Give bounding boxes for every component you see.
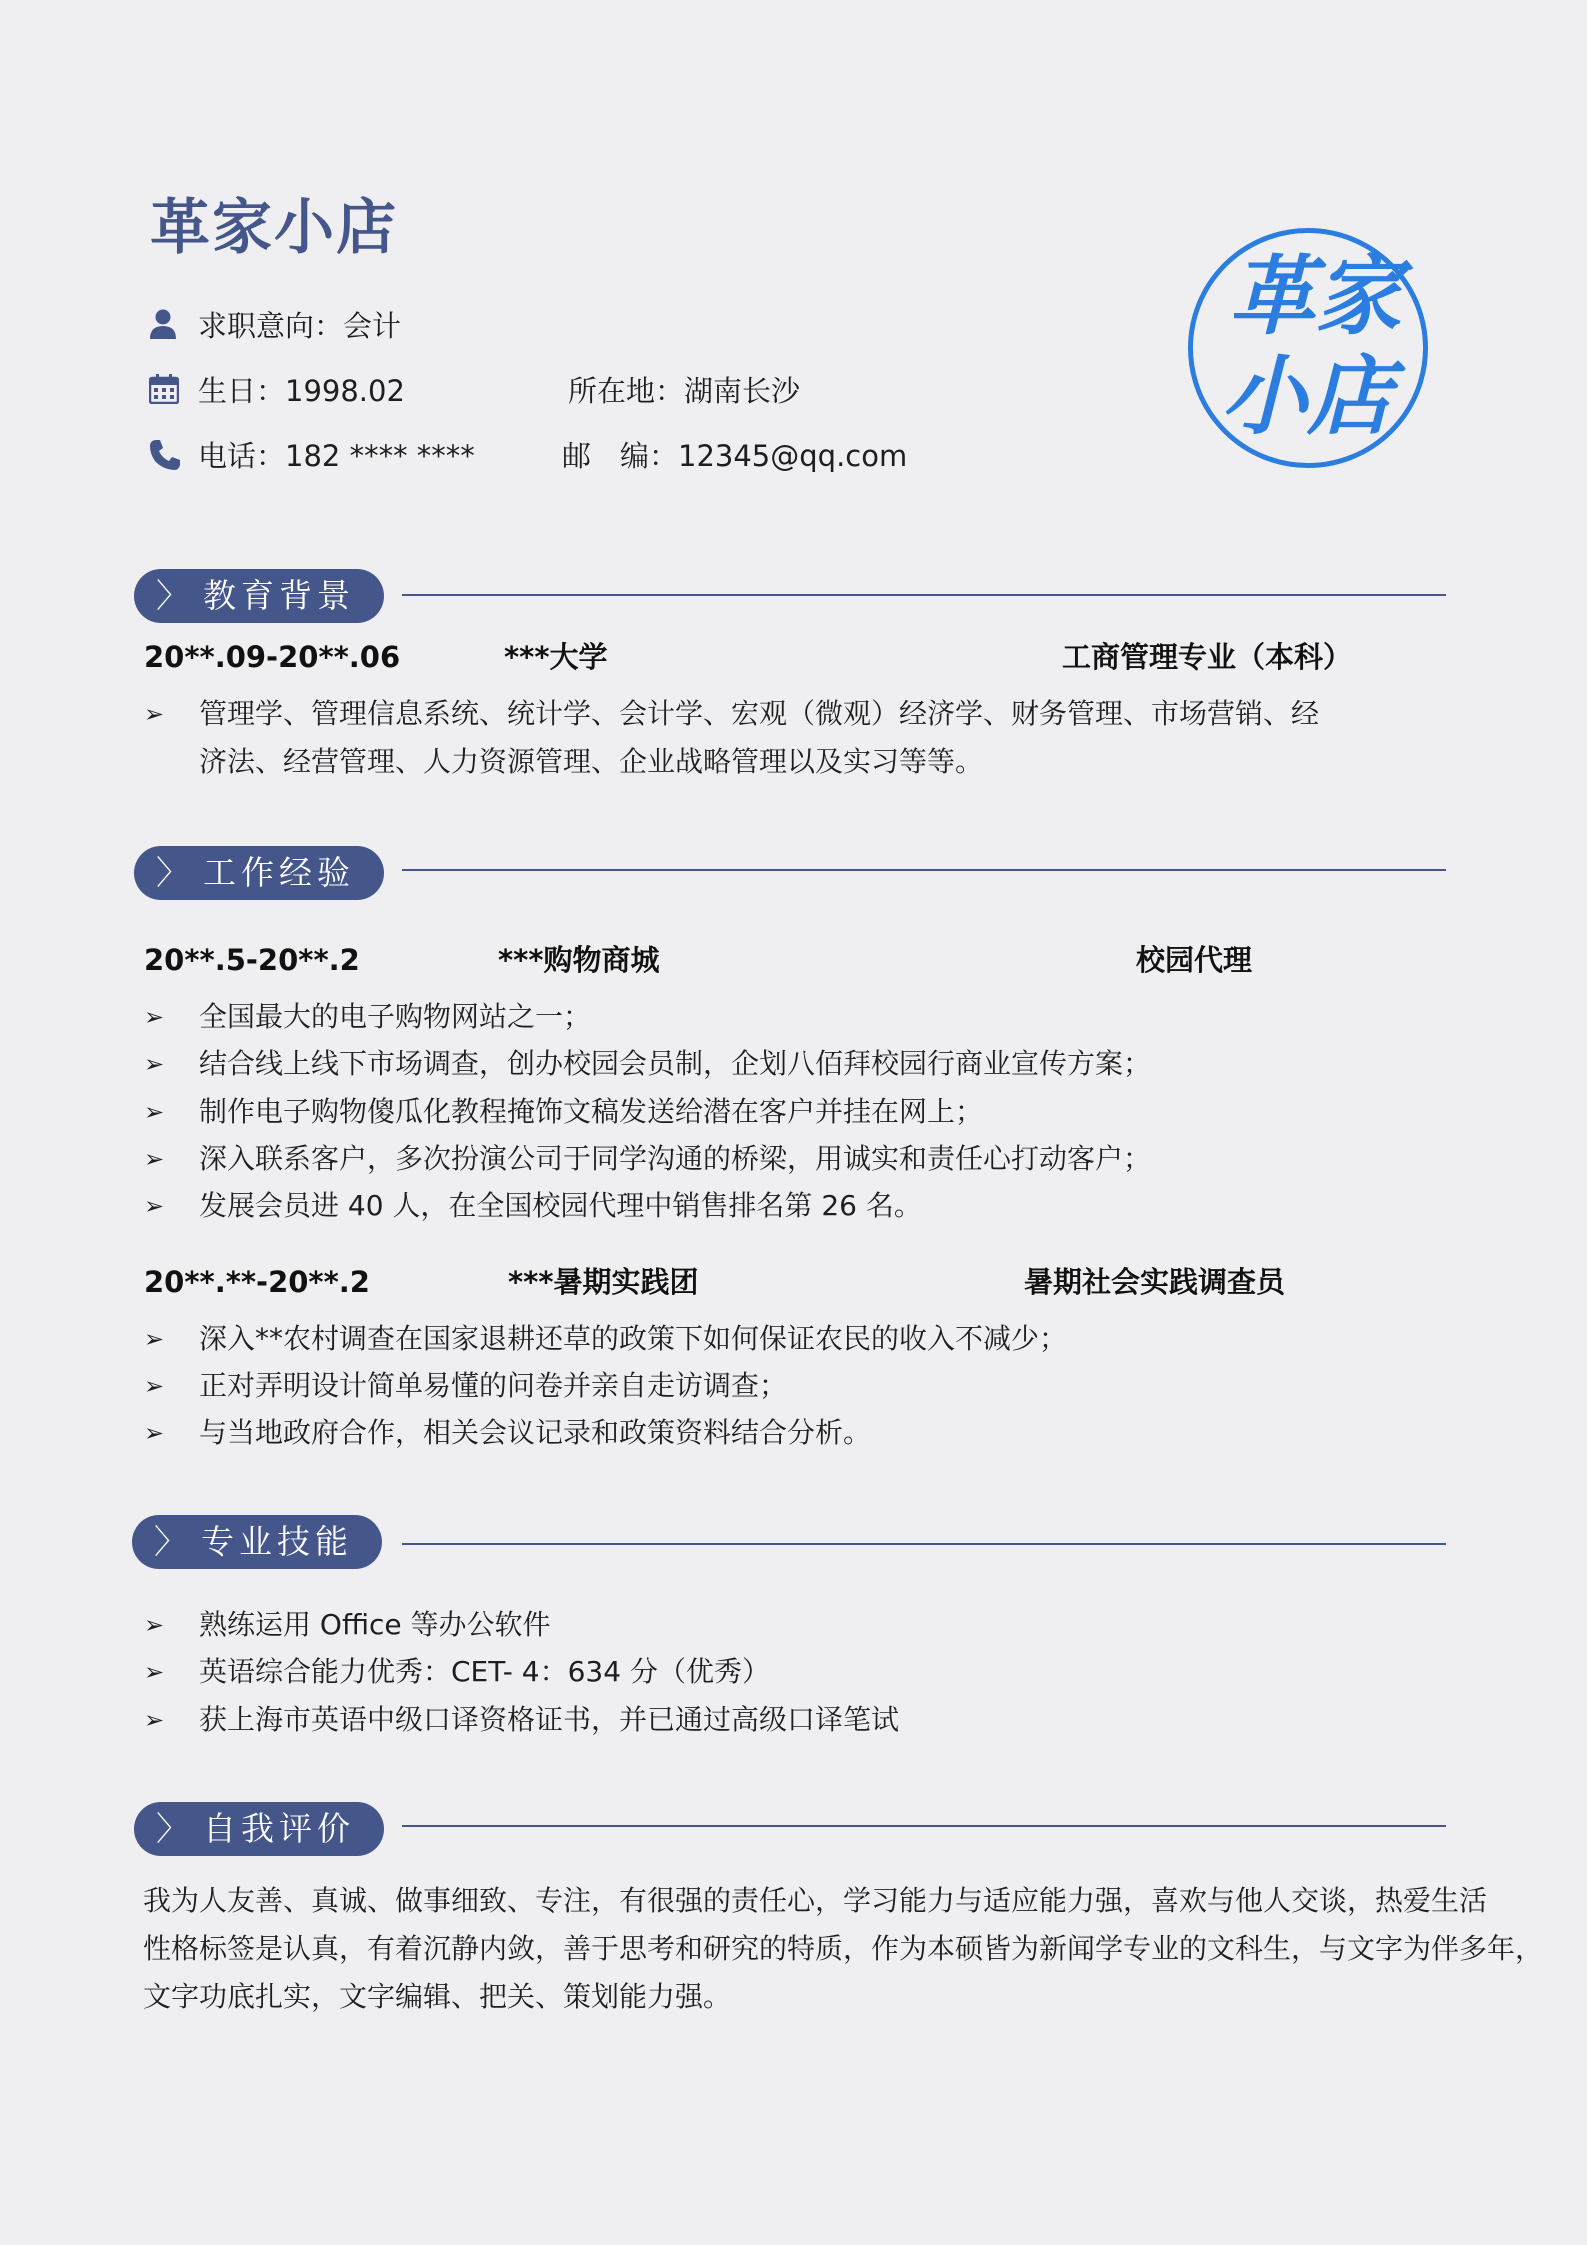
self-eval-line-1: 我为人友善、真诚、做事细致、专注，有很强的责任心，学习能力与适应能力强，喜欢与他人交谈，热爱生活 [143,1884,1488,1917]
edu-courses-line-2: 济法、经营管理、人力资源管理、企业战略管理以及实习等等。 [199,745,984,778]
arrow-bullet-icon: ➢ [144,1192,165,1220]
section-work-heading [134,846,384,900]
person-icon [150,309,176,339]
stamp-line-2: 小店 [1221,346,1393,447]
list-item: ➢ 制作电子购物傻瓜化教程掩饰文稿发送给潜在客户并挂在网上； [144,1092,1444,1132]
list-item: ➢ 熟练运用 Office 等办公软件 [144,1605,1444,1645]
stamp-line-1: 革家 [1229,246,1401,347]
arrow-bullet-icon: ➢ [144,1419,165,1447]
email: 邮 编：12345@qq.com [562,439,908,473]
section-divider [402,1825,1446,1827]
arrow-bullet-icon: ➢ [144,700,165,728]
section-title: 自我评价 [203,1809,355,1848]
edu-school: ***大学 [504,640,608,674]
work-2-role: 暑期社会实践调查员 [1024,1265,1286,1299]
arrow-bullet-icon: ➢ [144,1003,165,1031]
chevron-icon: 〉 [156,853,189,892]
section-education-heading [134,569,384,623]
work-2-date: 20**.**-20**.2 [144,1265,370,1299]
self-eval-line-3: 文字功底扎实，文字编辑、把关、策划能力强。 [143,1980,732,2013]
arrow-bullet-icon: ➢ [144,1145,165,1173]
arrow-bullet-icon: ➢ [144,1372,165,1400]
section-self-heading [134,1802,384,1856]
birth-date: 生日：1998.02 [198,374,405,408]
list-item: ➢ 全国最大的电子购物网站之一； [144,997,1444,1037]
list-item: ➢ 深入**农村调查在国家退耕还草的政策下如何保证农民的收入不减少； [144,1319,1444,1359]
section-divider [402,869,1446,871]
section-title: 工作经验 [203,853,355,892]
self-eval-line-2: 性格标签是认真，有着沉静内敛，善于思考和研究的特质，作为本硕皆为新闻学专业的文科生，与文字为伴多年， [143,1932,1544,1965]
list-item: ➢ 结合线上线下市场调查，创办校园会员制，企划八佰拜校园行商业宣传方案； [144,1044,1444,1084]
section-divider [402,1543,1446,1545]
list-item [144,694,1444,734]
chevron-icon: 〉 [156,1809,189,1848]
list-item: ➢ 正对弄明设计简单易懂的问卷并亲自走访调查； [144,1366,1444,1406]
arrow-bullet-icon: ➢ [144,1050,165,1078]
work-1-org: ***购物商城 [498,943,660,977]
stamp-logo [1188,228,1428,468]
arrow-bullet-icon: ➢ [144,1098,165,1126]
section-skills-heading [132,1515,382,1569]
phone: 电话：182 **** **** [198,439,475,473]
section-title: 专业技能 [201,1522,353,1561]
list-item: ➢ 与当地政府合作，相关会议记录和政策资料结合分析。 [144,1413,1444,1453]
resume-name: 革家小店 [150,193,398,263]
job-intent: 求职意向：会计 [198,309,402,343]
arrow-bullet-icon: ➢ [144,1658,165,1686]
chevron-icon: 〉 [154,1522,187,1561]
arrow-bullet-icon: ➢ [144,1325,165,1353]
location: 所在地：湖南长沙 [568,374,801,408]
list-item: ➢ 英语综合能力优秀：CET- 4：634 分（优秀） [144,1652,1444,1692]
arrow-bullet-icon: ➢ [144,1611,165,1639]
list-item: ➢ 深入联系客户，多次扮演公司于同学沟通的桥梁，用诚实和责任心打动客户； [144,1139,1444,1179]
section-divider [402,594,1446,596]
edu-major: 工商管理专业（本科） [1062,640,1353,674]
work-2-org: ***暑期实践团 [508,1265,699,1299]
list-item: ➢ 获上海市英语中级口译资格证书，并已通过高级口译笔试 [144,1700,1444,1740]
list-item: ➢ 发展会员进 40 人，在全国校园代理中销售排名第 26 名。 [144,1186,1444,1226]
phone-icon [149,439,181,471]
work-1-role: 校园代理 [1136,943,1253,977]
calendar-icon [149,374,179,404]
chevron-icon: 〉 [156,576,189,615]
work-1-date: 20**.5-20**.2 [144,943,360,977]
edu-date: 20**.09-20**.06 [144,640,401,674]
edu-courses-line-1: 管理学、管理信息系统、统计学、会计学、宏观（微观）经济学、财务管理、市场营销、经 [199,697,1320,730]
arrow-bullet-icon: ➢ [144,1706,165,1734]
section-title: 教育背景 [203,576,355,615]
